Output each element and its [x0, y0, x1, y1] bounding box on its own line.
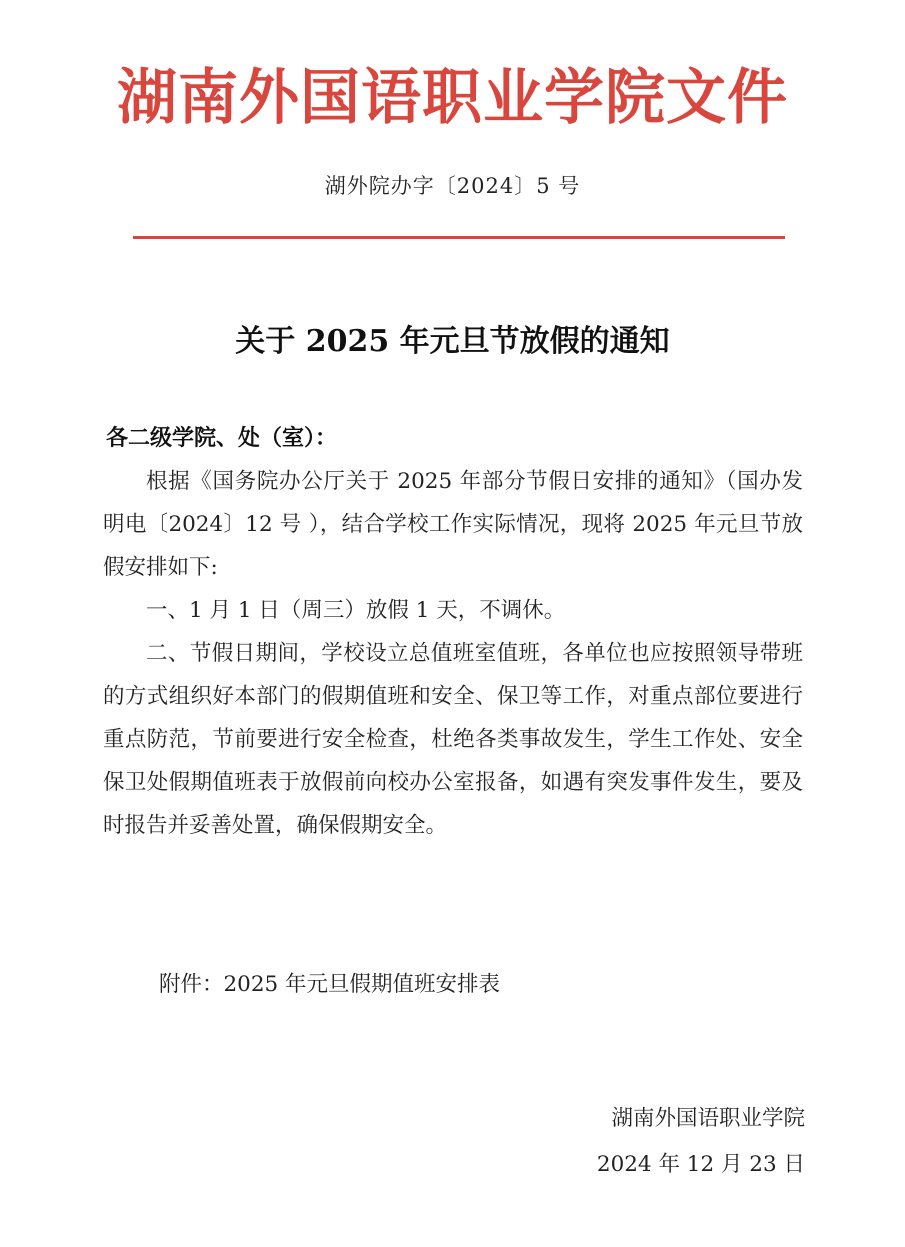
attachment-line: 附件：2025 年元旦假期值班安排表 — [159, 972, 501, 997]
signature-date: 2024 年 12 月 23 日 — [596, 1152, 805, 1177]
notice-body — [103, 460, 803, 847]
document-header-title: 湖南外国语职业学院文件 — [117, 63, 788, 133]
signature-organization: 湖南外国语职业学院 — [611, 1106, 805, 1131]
notice-title: 关于 2025 年元旦节放假的通知 — [235, 324, 670, 359]
header-divider — [133, 236, 785, 239]
paragraph-basis: 根据《国务院办公厅关于 2025 年部分节假日安排的通知》（国办发明电〔2024〕12 号 ），结合学校工作实际情况，现将 2025 年元旦节放假安排如下: — [103, 469, 803, 580]
paragraph-item-1: 一、1 月 1 日（周三）放假 1 天，不调休。 — [146, 598, 566, 623]
signature-block — [597, 1096, 805, 1188]
paragraph-item-2: 二、节假日期间，学校设立总值班室值班，各单位也应按照领导带班的方式组织好本部门的假期值班和安全、保卫等工作，对重点部位要进行重点防范，节前要进行安全检查，杜绝各类事故发生，学生工作处、安全保卫处假期值班表于放假前向校办公室报备，如遇有突发事件发生，要及时报告并妥善处置，确保假期安全。 — [103, 641, 803, 838]
document-number: 湖外院办字〔2024〕5 号 — [324, 174, 581, 198]
salutation: 各二级学院、处（室）： — [106, 425, 338, 451]
